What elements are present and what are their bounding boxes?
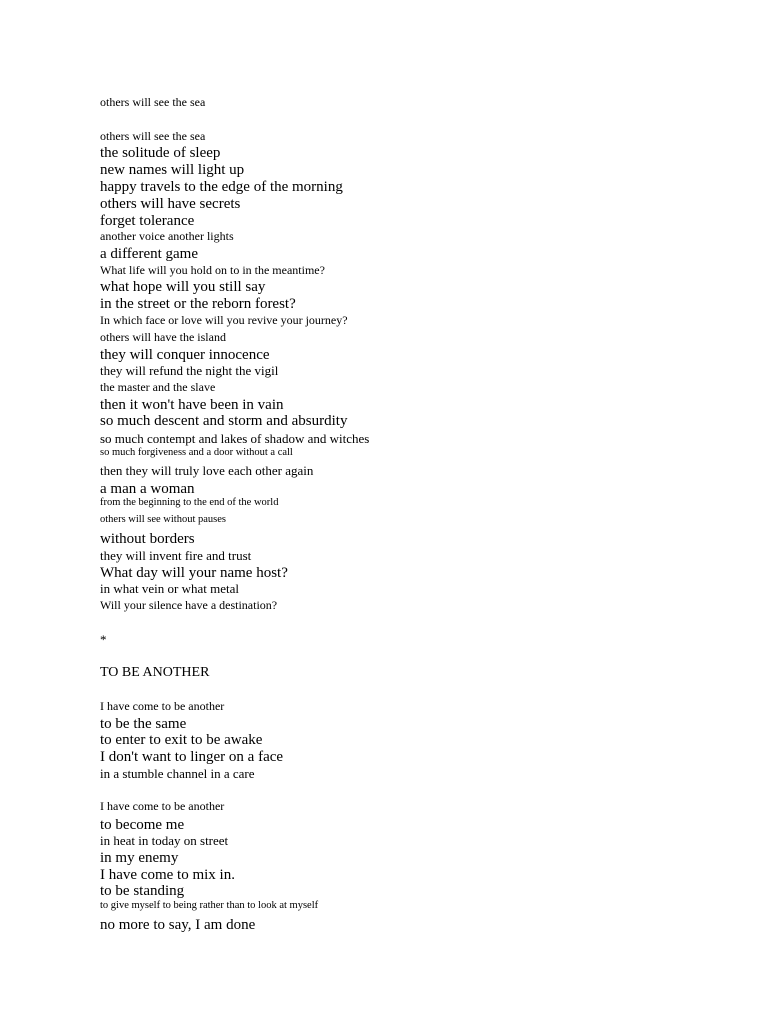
poem-line: in the street or the reborn forest? bbox=[100, 296, 296, 312]
poem-line: in a stumble channel in a care bbox=[100, 766, 255, 781]
poem-line: In which face or love will you revive your journey? bbox=[100, 313, 348, 327]
poem-line: another voice another lights bbox=[100, 229, 234, 243]
poem-line: the solitude of sleep bbox=[100, 145, 221, 161]
poem-line: in my enemy bbox=[100, 850, 179, 866]
poem-line: a different game bbox=[100, 246, 199, 262]
poem-line: they will conquer innocence bbox=[100, 347, 270, 363]
poem-line: then it won't have been in vain bbox=[100, 397, 284, 413]
poem-line: in what vein or what metal bbox=[100, 581, 239, 596]
poem-line: so much forgiveness and a door without a call bbox=[100, 447, 293, 458]
poem-line: happy travels to the edge of the morning bbox=[100, 179, 343, 195]
poem-line: to be standing bbox=[100, 883, 185, 899]
poem-line: what hope will you still say bbox=[100, 279, 266, 295]
poem-line: a man a woman bbox=[100, 481, 195, 497]
poem-line: Will your silence have a destination? bbox=[100, 598, 278, 612]
poem-line: in heat in today on street bbox=[100, 833, 229, 848]
poem-line: forget tolerance bbox=[100, 213, 195, 229]
poem-line: others will have secrets bbox=[100, 196, 241, 212]
poem-line: they will invent fire and trust bbox=[100, 548, 252, 563]
poem-line: new names will light up bbox=[100, 162, 245, 178]
poem-line: What life will you hold on to in the meantime? bbox=[100, 263, 325, 277]
poem-line: others will have the island bbox=[100, 330, 226, 344]
section-separator: * bbox=[100, 632, 107, 647]
poem-line: no more to say, I am done bbox=[100, 917, 256, 933]
poem-line: so much descent and storm and absurdity bbox=[100, 413, 348, 429]
poem-line: the master and the slave bbox=[100, 380, 216, 394]
poem-line: I don't want to linger on a face bbox=[100, 749, 284, 765]
poem-line: to be the same bbox=[100, 716, 187, 732]
poem-line: I have come to mix in. bbox=[100, 867, 235, 883]
poem-line: to enter to exit to be awake bbox=[100, 732, 263, 748]
poem-line: then they will truly love each other again bbox=[100, 463, 314, 478]
poem-line: others will see without pauses bbox=[100, 514, 226, 525]
poem-line: to become me bbox=[100, 817, 185, 833]
poem-line: from the beginning to the end of the world bbox=[100, 497, 279, 508]
poem-line: so much contempt and lakes of shadow and witches bbox=[100, 431, 370, 446]
poem-line: What day will your name host? bbox=[100, 565, 288, 581]
document-page bbox=[100, 0, 740, 1024]
poem-line: without borders bbox=[100, 531, 195, 547]
poem-line: to give myself to being rather than to look at myself bbox=[100, 900, 319, 911]
poem-title: others will see the sea bbox=[100, 95, 206, 109]
poem-line: they will refund the night the vigil bbox=[100, 363, 279, 378]
poem-title: TO BE ANOTHER bbox=[100, 665, 210, 680]
poem-line: I have come to be another bbox=[100, 799, 225, 813]
poem-line: I have come to be another bbox=[100, 699, 225, 713]
poem-line: others will see the sea bbox=[100, 129, 206, 143]
